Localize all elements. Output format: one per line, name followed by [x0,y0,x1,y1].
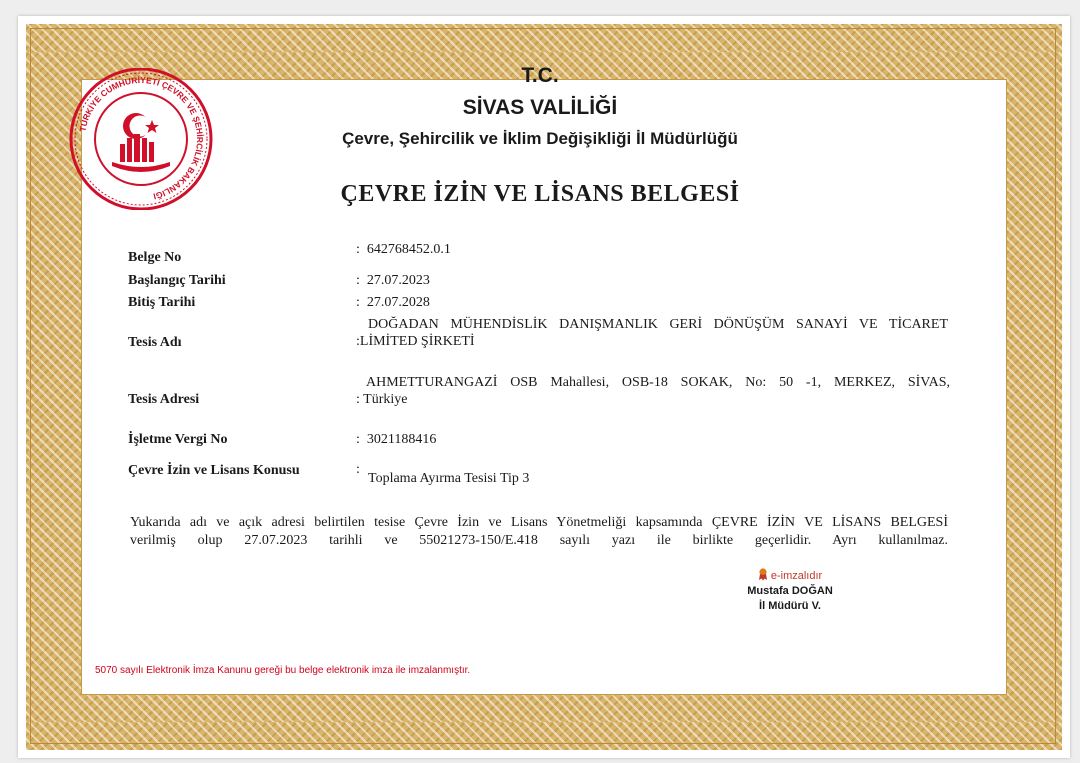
value-tesis-adresi-line1: AHMETTURANGAZİ OSB Mahallesi, OSB-18 SOKAK, No: 50 -1, MERKEZ, SİVAS, [366,375,950,390]
value-tesis-adresi-line2: : Türkiye [356,392,408,407]
header-valilik: SİVAS VALİLİĞİ [462,96,618,119]
paragraph-line-2: verilmiş olup 27.07.2023 tarihli ve 55021273-150/E.418 sayılı yazı ile birlikte geçerlidir. Ayrı kullanılmaz. [130,533,948,548]
label-tesis-adresi: Tesis Adresi [128,392,200,407]
label-belge-no: Belge No [128,250,182,265]
label-konu: Çevre İzin ve Lisans Konusu [128,463,300,478]
value-konu: Toplama Ayırma Tesisi Tip 3 [368,471,530,486]
signatory-title: İl Müdürü V. [759,600,821,612]
label-vergi-no: İşletme Vergi No [128,432,228,447]
value-tesis-adi-line1: DOĞADAN MÜHENDİSLİK DANIŞMANLIK GERİ DÖNÜŞÜM SANAYİ VE TİCARET [368,317,948,332]
label-tesis-adi: Tesis Adı [128,335,182,350]
e-imza-line [720,568,860,582]
header-mudurluk: Çevre, Şehircilik ve İklim Değişikliği İl Müdürlüğü [342,129,738,148]
value-konu-colon: : [356,462,360,477]
signatory-name: Mustafa DOĞAN [747,585,833,597]
document-title: ÇEVRE İZİN VE LİSANS BELGESİ [340,181,740,207]
value-vergi-no: : 3021188416 [356,432,437,447]
value-baslangic: : 27.07.2023 [356,273,430,288]
signature-block [720,568,860,612]
value-bitis: : 27.07.2028 [356,295,430,310]
ribbon-icon [758,568,768,581]
value-belge-no: : 642768452.0.1 [356,242,451,257]
label-bitis: Bitiş Tarihi [128,295,196,310]
validity-paragraph [130,514,948,550]
paragraph-line-1: Yukarıda adı ve açık adresi belirtilen tesise Çevre İzin ve Lisans Yönetmeliği kapsamında ÇEVRE İZİN VE LİSANS BELGESİ [130,515,948,530]
e-imza-label: e-imzalıdır [770,570,823,582]
label-baslangic: Başlangıç Tarihi [128,273,226,288]
e-signature-footer-note: 5070 sayılı Elektronik İmza Kanunu gereği bu belge elektronik imza ile imzalanmıştır. [95,665,471,676]
value-tesis-adi-line2: :LİMİTED ŞİRKETİ [356,334,475,349]
header-tc: T.C. [521,64,559,87]
svg-text:TÜRKİYE CUMHURİYETİ ÇEVRE VE Ş: TÜRKİYE CUMHURİYETİ ÇEVRE VE ŞEHİRCİLİK BAKANLIĞI [77,74,206,202]
